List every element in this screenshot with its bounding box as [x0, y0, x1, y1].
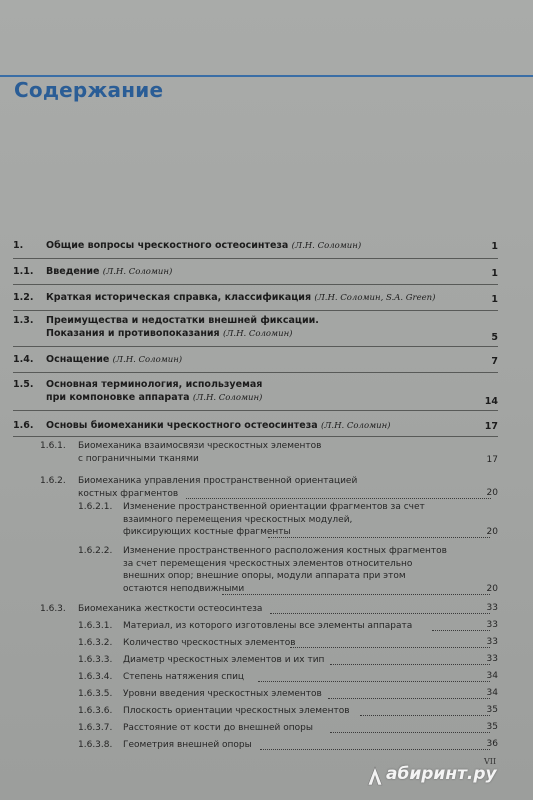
subsection-title[interactable]: Уровни введения чрескостных элементов: [123, 689, 322, 699]
subsection-title[interactable]: Изменение пространственной ориентации фрагментов за счет взаимного перемещения чрескостных модулей, фиксирующих костные фрагменты: [123, 502, 425, 537]
leader-dots: [432, 629, 490, 631]
subsection-title[interactable]: Биомеханика управления пространственной ориентацией костных фрагментов: [78, 476, 358, 499]
subsection-number: 1.6.3.6.: [78, 706, 113, 716]
section-number: 1.1.: [13, 266, 34, 277]
subsection-page: 20: [486, 527, 498, 537]
page-title: Содержание: [14, 78, 164, 102]
subsection-title[interactable]: Биомеханика жесткости остеосинтеза: [78, 604, 263, 614]
leader-dots: [330, 731, 490, 733]
subsection-title[interactable]: Геометрия внешней опоры: [123, 740, 252, 750]
section-page: 1: [491, 294, 498, 305]
subsection-number: 1.6.3.: [40, 604, 66, 614]
section-title: Основы биомеханики чрескостного остеосинтеза (Л.Н. Соломин): [46, 420, 391, 431]
section-title: Основная терминология, используемая при компоновке аппарата (Л.Н. Соломин): [46, 379, 263, 403]
subsection-page: 20: [486, 584, 498, 594]
leader-dots: [222, 593, 490, 595]
page-folio: VII: [484, 757, 497, 766]
subsection-title[interactable]: Количество чрескостных элементов: [123, 638, 296, 648]
leader-dots: [360, 714, 490, 716]
toc-section[interactable]: [13, 312, 498, 347]
toc-section[interactable]: [13, 376, 498, 411]
subsection-title[interactable]: Биомеханика взаимосвязи чрескостных элементов с пограничными тканями: [78, 441, 322, 464]
section-number: 1.2.: [13, 292, 34, 303]
section-page: 7: [491, 356, 498, 367]
section-title: Преимущества и недостатки внешней фиксации. Показания и противопоказания (Л.Н. Соломин): [46, 315, 319, 339]
subsection-number: 1.6.3.7.: [78, 723, 113, 733]
subsection-page: 17: [486, 455, 498, 465]
subsection-title[interactable]: Диаметр чрескостных элементов и их тип: [123, 655, 325, 665]
section-page: 14: [484, 396, 498, 407]
leader-dots: [186, 497, 491, 499]
leader-dots: [270, 612, 490, 614]
toc-section[interactable]: [13, 288, 498, 311]
section-page: 5: [491, 332, 498, 343]
section-number: 1.4.: [13, 354, 34, 365]
subsection-number: 1.6.2.: [40, 476, 66, 486]
subsection-page: 35: [486, 705, 498, 715]
leader-dots: [258, 680, 490, 682]
section-number: 1.5.: [13, 379, 34, 390]
subsection-title[interactable]: Расстояние от кости до внешней опоры: [123, 723, 313, 733]
subsection-page: 33: [486, 620, 498, 630]
subsection-title[interactable]: Изменение пространственного расположения костных фрагментов за счет перемещения чрескостных элементов относительно внешних опор; внешние опоры, модули аппарата при этом остаются неподвижными: [123, 546, 447, 594]
toc-section[interactable]: [13, 236, 498, 259]
subsection-page: 34: [486, 671, 498, 681]
subsection-number: 1.6.3.1.: [78, 621, 113, 631]
subsection-page: 33: [486, 654, 498, 664]
leader-dots: [328, 697, 490, 699]
subsection-number: 1.6.3.5.: [78, 689, 113, 699]
labirint-logo-icon: [366, 765, 384, 787]
section-number: 1.3.: [13, 315, 34, 326]
subsection-title[interactable]: Материал, из которого изготовлены все элементы аппарата: [123, 621, 413, 631]
leader-dots: [268, 536, 490, 538]
section-title: Общие вопросы чрескостного остеосинтеза (Л.Н. Соломин): [46, 240, 362, 251]
subsection-number: 1.6.1.: [40, 441, 66, 451]
subsection-number: 1.6.3.8.: [78, 740, 113, 750]
section-page: 17: [484, 421, 498, 432]
toc-section[interactable]: [13, 262, 498, 285]
section-title: Оснащение (Л.Н. Соломин): [46, 354, 183, 365]
toc-section[interactable]: [13, 416, 498, 437]
subsection-number: 1.6.3.2.: [78, 638, 113, 648]
subsection-page: 35: [486, 722, 498, 732]
section-title: Введение (Л.Н. Соломин): [46, 266, 173, 277]
header-rule: [0, 75, 533, 77]
section-title: Краткая историческая справка, классификация (Л.Н. Соломин, S.A. Green): [46, 292, 436, 303]
subsection-page: 36: [486, 739, 498, 749]
subsection-title[interactable]: Плоскость ориентации чрескостных элементов: [123, 706, 350, 716]
subsection-number: 1.6.2.1.: [78, 502, 113, 512]
subsection-number: 1.6.2.2.: [78, 546, 113, 556]
subsection-number: 1.6.3.3.: [78, 655, 113, 665]
section-number: 1.: [13, 240, 24, 251]
subsection-number: 1.6.3.4.: [78, 672, 113, 682]
subsection-page: 20: [486, 488, 498, 498]
leader-dots: [260, 748, 490, 750]
toc-section[interactable]: [13, 350, 498, 373]
subsection-title[interactable]: Степень натяжения спиц: [123, 672, 245, 682]
section-page: 1: [491, 268, 498, 279]
section-page: 1: [491, 241, 498, 252]
watermark: абиринт.ру: [386, 764, 497, 784]
subsection-page: 33: [486, 603, 498, 613]
subsection-page: 33: [486, 637, 498, 647]
leader-dots: [290, 646, 490, 648]
leader-dots: [330, 663, 490, 665]
subsection-page: 34: [486, 688, 498, 698]
section-number: 1.6.: [13, 420, 34, 431]
